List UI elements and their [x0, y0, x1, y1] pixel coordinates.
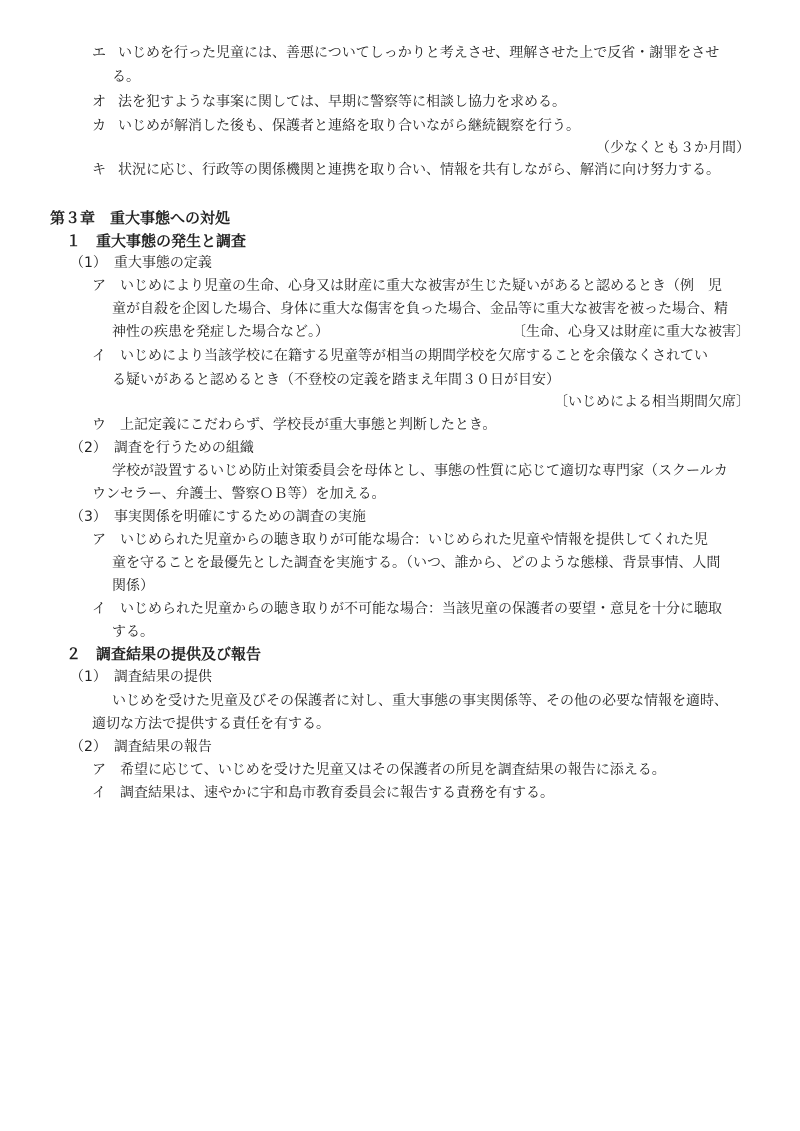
item-o: オ 法を犯すような事案に関しては、早期に警察等に相談し協力を求める。 [92, 94, 566, 110]
def-i-line2: る疑いがあると認めるとき（不登校の定義を踏まえ年間３０日が目安） [112, 372, 560, 388]
inv-i-line1: イ いじめられた児童からの聴き取りが不可能な場合：当該児童の保護者の要望・意見を十分に聴取 [92, 601, 722, 617]
rep-i-line: イ 調査結果は、速やかに宇和島市教育委員会に報告する責務を有する。 [92, 785, 554, 801]
sub-2-2-title: （2） 調査結果の報告 [70, 739, 212, 755]
def-a-note: 〔生命、心身又は財産に重大な被害〕 [512, 324, 750, 340]
sub-1-2-title: （2） 調査を行うための組織 [70, 440, 254, 456]
def-i-line1: イ いじめにより当該学校に在籍する児童等が相当の期間学校を欠席することを余儀なくされてい [92, 348, 708, 364]
sub-2-1-title: （1） 調査結果の提供 [70, 669, 212, 685]
item-ka-note: （少なくとも３か月間） [596, 140, 750, 156]
sub-1-1-title: （1） 重大事態の定義 [70, 255, 212, 271]
org-line1: 学校が設置するいじめ防止対策委員会を母体とし、事態の性質に応じて適切な専門家（スクールカ [112, 463, 728, 479]
item-ka: カ いじめが解消した後も、保護者と連絡を取り合いながら継続観察を行う。 [92, 118, 580, 134]
inv-a-line1: ア いじめられた児童からの聴き取りが可能な場合：いじめられた児童や情報を提供してくれた児 [92, 532, 708, 548]
section-2-title: ２ 調査結果の提供及び報告 [66, 645, 262, 663]
item-e-cont: る。 [112, 69, 140, 85]
prov-line1: いじめを受けた児童及びその保護者に対し、重大事態の事実関係等、その他の必要な情報を適時、 [112, 693, 728, 709]
prov-line2: 適切な方法で提供する責任を有する。 [92, 716, 330, 732]
inv-a-line3: 関係） [112, 578, 154, 594]
item-e: エ いじめを行った児童には、善悪についてしっかりと考えさせ、理解させた上で反省・謝罪をさせ [92, 45, 720, 61]
def-a-line1: ア いじめにより児童の生命、心身又は財産に重大な被害が生じた疑いがあると認めるとき（例 児 [92, 278, 722, 294]
def-u-line: ウ 上記定義にこだわらず、学校長が重大事態と判断したとき。 [92, 417, 497, 433]
item-ki: キ 状況に応じ、行政等の関係機関と連携を取り合い、情報を共有しながら、解消に向け努力する。 [92, 162, 720, 178]
inv-i-line2: する。 [112, 624, 154, 640]
org-line2: ウンセラー、弁護士、警察ＯＢ等）を加える。 [92, 486, 386, 502]
inv-a-line2: 童を守ることを最優先とした調査を実施する。（いつ、誰から、どのような態様、背景事情、人間 [112, 555, 721, 571]
rep-a-line: ア 希望に応じて、いじめを受けた児童又はその保護者の所見を調査結果の報告に添える。 [92, 762, 666, 778]
chapter-title: 第３章 重大事態への対処 [50, 209, 231, 227]
sub-1-3-title: （3） 事実関係を明確にするための調査の実施 [70, 509, 366, 525]
def-i-note: 〔いじめによる相当期間欠席〕 [554, 394, 750, 410]
def-a-line3: 神性の疾患を発症した場合など。） [112, 324, 329, 340]
section-1-title: １ 重大事態の発生と調査 [66, 232, 247, 250]
def-a-line2: 童が自殺を企図した場合、身体に重大な傷害を負った場合、金品等に重大な被害を被った場合、精 [112, 301, 728, 317]
